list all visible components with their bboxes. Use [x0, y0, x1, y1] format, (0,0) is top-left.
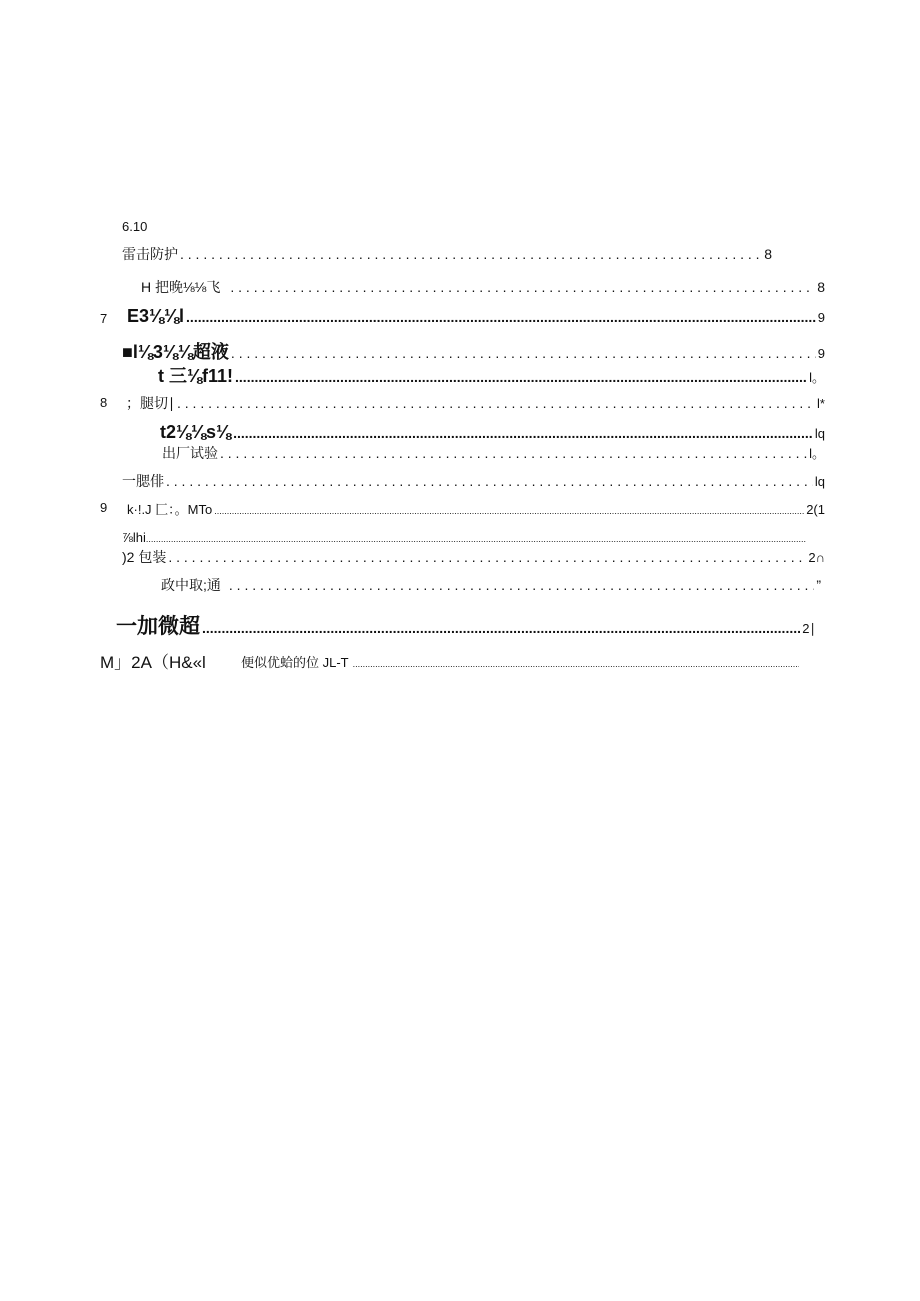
toc-entry[interactable]: [127, 499, 825, 518]
toc-entry-title: H 把晚⅛⅛飞: [141, 279, 221, 295]
toc-entry-page: 2∣: [802, 621, 816, 636]
toc-entry-title: ■l⅛3⅛⅛超液: [122, 342, 229, 362]
toc-entry[interactable]: [122, 338, 825, 364]
dot-leader: [177, 395, 815, 411]
dot-leader: [180, 246, 762, 262]
toc-entry-title: ；腿切∣: [126, 395, 175, 411]
toc-entry[interactable]: [122, 530, 808, 545]
dot-leader: [230, 279, 815, 295]
toc-entry-title: 一加微超: [116, 615, 200, 638]
toc-entry[interactable]: [160, 422, 825, 443]
toc-entry[interactable]: [158, 362, 825, 388]
toc-entry[interactable]: [126, 393, 825, 413]
dot-leader: [233, 425, 813, 441]
toc-entry-subtitle: 便似优蛤的位 JL-T: [241, 655, 349, 670]
toc-entry-page: 9: [817, 310, 825, 325]
chapter-number: 7: [100, 311, 108, 326]
dot-leader: [146, 534, 806, 544]
section-number: 6.10: [122, 219, 148, 234]
dot-leader: [353, 659, 799, 669]
dot-leader: [186, 309, 816, 325]
dot-leader: [214, 506, 804, 516]
toc-entry-title[interactable]: M」2A（H&«l: [100, 653, 206, 672]
toc-entry-title: t2⅛⅛s⅛: [160, 422, 232, 442]
toc-entry[interactable]: [122, 471, 825, 491]
toc-entry[interactable]: [162, 443, 825, 463]
toc-entry-page: l*: [817, 396, 825, 411]
dot-leader: [220, 445, 807, 461]
toc-entry[interactable]: [141, 277, 825, 297]
toc-entry-page: 2(1: [806, 502, 825, 517]
toc-entry[interactable]: [241, 652, 801, 671]
dot-leader: [202, 620, 800, 636]
dot-leader: [168, 549, 806, 565]
dot-leader: [166, 473, 813, 489]
toc-entry-title: 出厂试验: [162, 445, 218, 461]
toc-entry[interactable]: [116, 610, 816, 640]
toc-entry[interactable]: [127, 306, 825, 327]
toc-entry-title: k·!.J 匚：。MTo: [127, 502, 213, 517]
toc-entry[interactable]: [122, 547, 825, 567]
toc-entry-title: 雷击防护: [122, 246, 178, 262]
toc-entry-page: l。: [809, 370, 825, 385]
toc-entry-title: ⅞lhi: [122, 530, 146, 545]
toc-entry-page: lq: [814, 426, 825, 441]
toc-entry-title: 政中取;通: [161, 577, 221, 593]
chapter-number: 9: [100, 500, 108, 515]
dot-leader: [229, 577, 814, 593]
toc-entry-title: E3⅛⅛l: [127, 306, 185, 326]
toc-entry-page: lq: [814, 474, 825, 489]
toc-entry-page: 2∩: [808, 550, 825, 565]
toc-entry[interactable]: [161, 575, 821, 595]
dot-leader: [231, 345, 816, 361]
toc-entry-page: ”: [816, 577, 821, 593]
chapter-number: 8: [100, 395, 108, 410]
dot-leader: [235, 369, 807, 385]
toc-entry[interactable]: [122, 244, 772, 264]
toc-entry-page: 9: [817, 346, 825, 361]
toc-entry-title: )2 包装: [122, 549, 167, 565]
toc-entry-page: l。: [809, 446, 825, 461]
toc-entry-page: 8: [817, 279, 825, 295]
toc-entry-title: 一腮俳: [122, 473, 164, 489]
toc-entry-title: t 三⅛f11!: [158, 366, 234, 386]
toc-entry-page: 8: [764, 246, 772, 262]
